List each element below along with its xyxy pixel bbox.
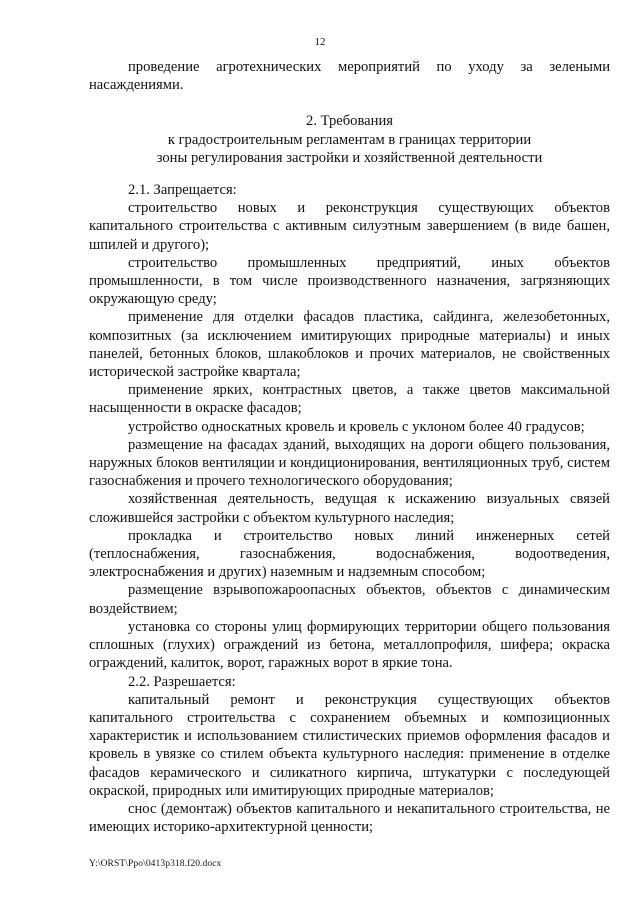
- prohibited-item: применение ярких, контрастных цветов, а также цветов максимальной насыщенности в окраске фасадов;: [89, 382, 610, 417]
- section-subtitle-line: зоны регулирования застройки и хозяйственной деятельности: [156, 149, 543, 166]
- page-number: 12: [314, 36, 326, 48]
- prohibited-item: хозяйственная деятельность, ведущая к искажению визуальных связей сложившейся застройки с объектом культурного наследия;: [89, 491, 610, 526]
- prohibited-item: прокладка и строительство новых линий инженерных сетей (теплоснабжения, газоснабжения, водоснабжения, водоотведения, электроснабжения и других) наземным и надземным способом;: [89, 527, 610, 581]
- prohibited-item: установка со стороны улиц формирующих территории общего пользования сплошных (глухих) ограждений из бетона, металлопрофиля, шифера; окраска ограждений, калиток, ворот, гаражных ворот в яркие тона.: [89, 618, 610, 672]
- permitted-heading: 2.2. Разрешается:: [128, 673, 236, 690]
- section-subtitle-line: к градостроительным регламентам в границах территории: [167, 131, 532, 148]
- prohibited-item: строительство новых и реконструкция существующих объектов капитального строительства с активным силуэтным завершением (в виде башен, шпилей и другого);: [89, 200, 610, 253]
- footer-file-path: Y:\ORST\Ppo\0413p318.f20.docx: [89, 859, 222, 869]
- prohibited-item: применение для отделки фасадов пластика, сайдинга, железобетонных, композитных (за исключением имитирующих природные материалы) и иных панелей, бетонных блоков, шлакоблоков и прочих материалов, не свойственных исторической застройке квартала;: [89, 309, 610, 381]
- document-body: [89, 58, 610, 836]
- section-title: 2. Требования: [306, 113, 393, 130]
- prohibited-item: размещение взрывопожароопасных объектов, объектов с динамическим воздействием;: [89, 582, 610, 617]
- prohibited-item: строительство промышленных предприятий, иных объектов промышленности, в том числе производственного назначения, загрязняющих окружающую среду;: [89, 254, 610, 308]
- permitted-item: снос (демонтаж) объектов капитального и некапитального строительства, не имеющих историко-архитектурной ценности;: [89, 800, 610, 836]
- intro-paragraph: проведение агротехнических мероприятий по уходу за зелеными насаждениями.: [89, 59, 610, 94]
- prohibited-heading: 2.1. Запрещается:: [128, 182, 237, 199]
- permitted-item: капитальный ремонт и реконструкция существующих объектов капитального строительства с сохранением объемных и композиционных характеристик и использованием стилистических приемов оформления фасадов и кровель в увязке со стилем объекта культурного наследия: применение в отделке фасадов керамического и силикатного кирпича, штукатурки с последующей окраской, природных или имитирующих природные материалов;: [89, 691, 610, 799]
- prohibited-item: устройство односкатных кровель и кровель с уклоном более 40 градусов;: [128, 418, 585, 435]
- prohibited-item: размещение на фасадах зданий, выходящих на дороги общего пользования, наружных блоков вентиляции и кондиционирования, вентиляционных труб, систем газоснабжения и прочего технологического оборудования;: [89, 436, 610, 490]
- section-heading: [89, 112, 610, 167]
